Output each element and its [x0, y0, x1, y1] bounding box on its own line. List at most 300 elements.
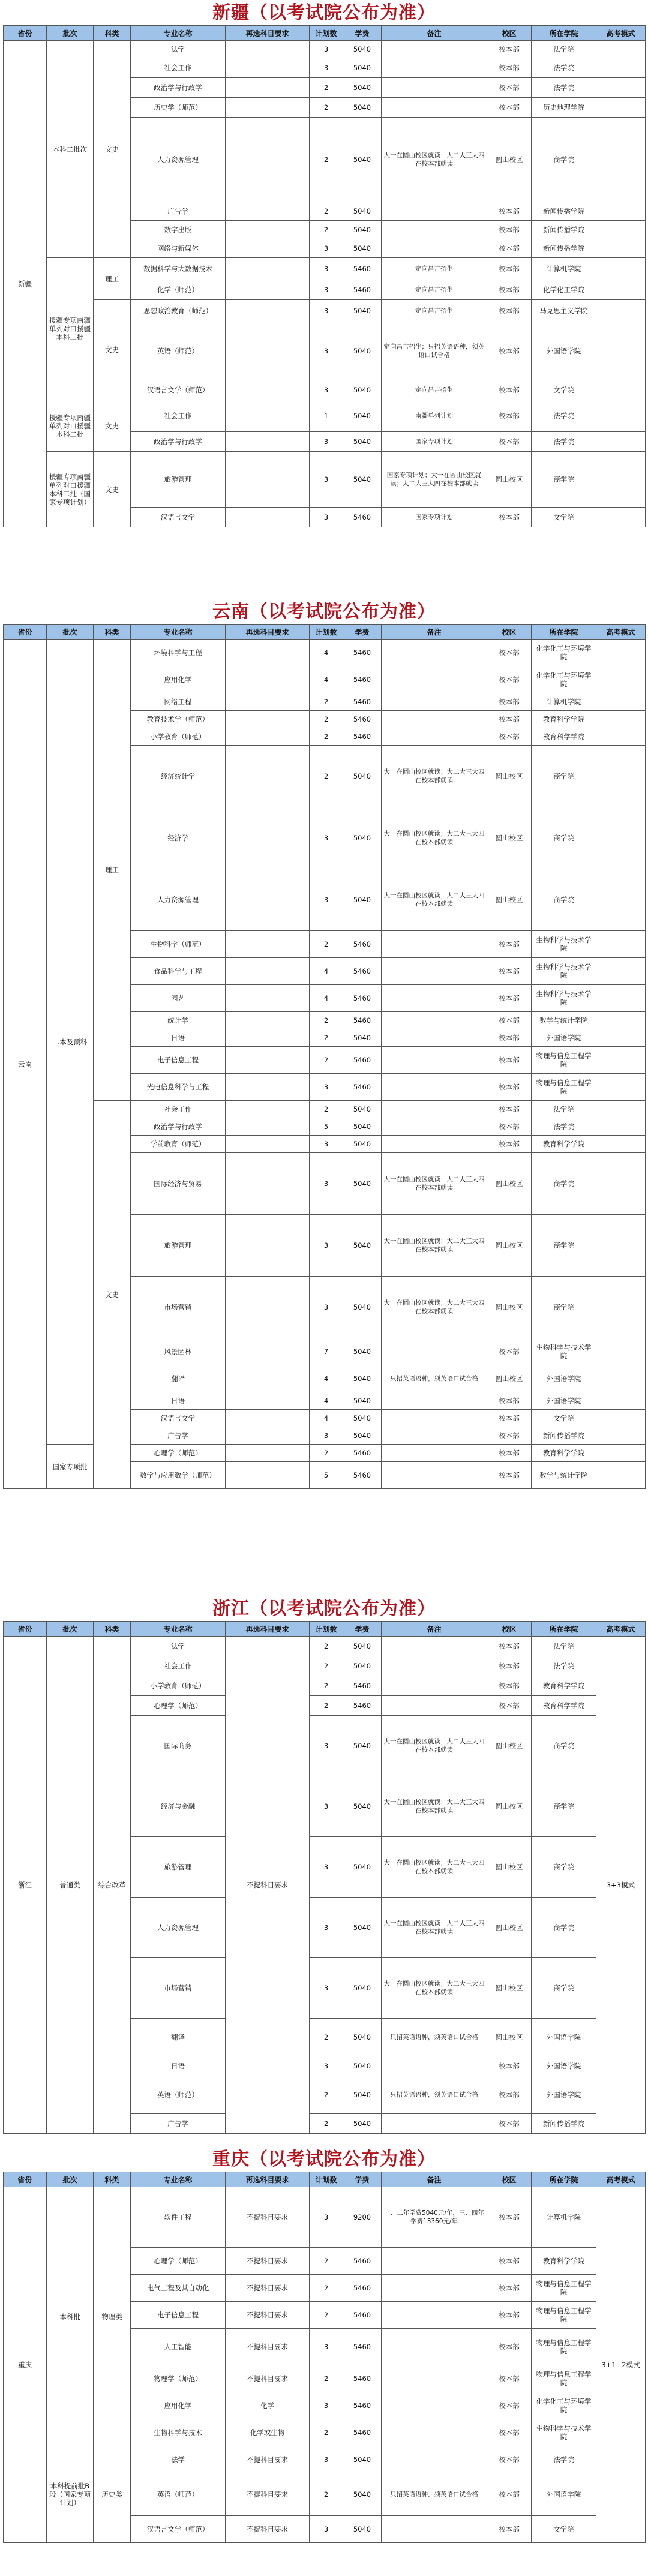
table-row: [4, 452, 646, 508]
cell-plan: 2: [310, 2419, 343, 2446]
cell-college: 法学院: [532, 432, 596, 452]
cell-note: 定向昌吉招生: [382, 258, 487, 280]
cell-plan: 2: [310, 2019, 343, 2056]
cell-plan: 2: [310, 693, 343, 711]
table-zhejiang: [3, 1621, 646, 2134]
cell-major: 经济学: [131, 807, 226, 869]
cell-mode: [596, 380, 646, 400]
cell-req: [226, 1445, 310, 1462]
cell-fee: 5040: [343, 2056, 382, 2076]
cell-note: [382, 2365, 487, 2392]
cell-req: [226, 322, 310, 380]
cell-plan: 3: [310, 1074, 343, 1101]
cell-note: [382, 98, 487, 118]
cell-plan: 2: [310, 728, 343, 746]
cell-plan: 2: [310, 1696, 343, 1716]
cell-plan: 2: [310, 1012, 343, 1029]
cell-campus: 校本部: [487, 2392, 532, 2419]
cell-req: [226, 958, 310, 985]
cell-note: [382, 1445, 487, 1462]
column-header-note: 备注: [382, 625, 487, 640]
cell-college: 文学院: [532, 1410, 596, 1427]
cell-batch: 普通类: [47, 1637, 94, 2134]
column-header-fee: 学费: [343, 2172, 382, 2187]
cell-college: 教育科学学院: [532, 2248, 596, 2275]
cell-major: 旅游管理: [131, 1215, 226, 1277]
cell-req: [226, 985, 310, 1012]
cell-mode: [596, 322, 646, 380]
cell-req: [226, 239, 310, 258]
cell-plan: 4: [310, 1365, 343, 1392]
cell-campus: 圆山校区: [487, 1365, 532, 1392]
cell-campus: 校本部: [487, 958, 532, 985]
cell-plan: 3: [310, 1136, 343, 1153]
cell-college: 外国语学院: [532, 2076, 596, 2114]
cell-mode: [596, 958, 646, 985]
cell-major: 电子信息工程: [131, 2302, 226, 2329]
cell-req: [226, 432, 310, 452]
cell-req: [226, 869, 310, 931]
cell-major: 人力资源管理: [131, 118, 226, 202]
cell-plan: 2: [310, 118, 343, 202]
table-chongqing: [3, 2172, 646, 2543]
cell-college: 文学院: [532, 380, 596, 400]
cell-note: 大一在圆山校区就读；大二大三大四在校本部就读: [382, 1898, 487, 1958]
cell-batch: 本科二批次: [47, 41, 94, 258]
cell-plan: 3: [310, 58, 343, 78]
cell-campus: 圆山校区: [487, 869, 532, 931]
cell-req: [226, 1074, 310, 1101]
cell-req: [226, 280, 310, 300]
cell-campus: 圆山校区: [487, 1716, 532, 1776]
cell-major: 市场营销: [131, 1958, 226, 2019]
cell-req: 不提科目要求: [226, 2516, 310, 2543]
column-header-fee: 学费: [343, 625, 382, 640]
cell-college: 新闻传播学院: [532, 2114, 596, 2134]
cell-req: [226, 258, 310, 280]
cell-fee: 5040: [343, 1338, 382, 1365]
cell-note: 国家专项计划；大一在圆山校区就读；大二大三大四在校本部就读: [382, 452, 487, 508]
cell-mode: [596, 118, 646, 202]
cell-major: 数据科学与大数据技术: [131, 258, 226, 280]
cell-plan: 3: [310, 41, 343, 58]
cell-fee: 5040: [343, 1136, 382, 1153]
cell-fee: 5040: [343, 869, 382, 931]
cell-college: 商学院: [532, 807, 596, 869]
cell-mode: [596, 985, 646, 1012]
cell-fee: 5040: [343, 1029, 382, 1047]
cell-req: [226, 1029, 310, 1047]
cell-fee: 5040: [343, 41, 382, 58]
cell-req: [226, 1410, 310, 1427]
cell-campus: 圆山校区: [487, 746, 532, 807]
cell-fee: 5040: [343, 1365, 382, 1392]
cell-note: [382, 1047, 487, 1074]
cell-plan: 3: [310, 1898, 343, 1958]
cell-college: 物理与信息工程学院: [532, 2302, 596, 2329]
cell-note: 大一在圆山校区就读；大二大三大四在校本部就读: [382, 1277, 487, 1338]
cell-mode: [596, 1153, 646, 1215]
cell-plan: 3: [310, 2329, 343, 2365]
column-header-mode: 高考模式: [596, 26, 646, 41]
cell-fee: 5460: [343, 2329, 382, 2365]
cell-fee: 5040: [343, 118, 382, 202]
cell-req: [226, 41, 310, 58]
cell-mode: [596, 280, 646, 300]
cell-college: 外国语学院: [532, 2019, 596, 2056]
cell-plan: 2: [310, 1047, 343, 1074]
cell-mode: [596, 202, 646, 221]
cell-mode: [596, 221, 646, 239]
table-row: [4, 41, 646, 58]
cell-major: 化学（师范）: [131, 280, 226, 300]
cell-college: 教育科学学院: [532, 1676, 596, 1696]
cell-major: 翻译: [131, 1365, 226, 1392]
cell-plan: 2: [310, 1445, 343, 1462]
cell-note: [382, 58, 487, 78]
column-header-batch: 批次: [47, 1622, 94, 1637]
cell-fee: 5040: [343, 202, 382, 221]
cell-req: [226, 58, 310, 78]
cell-major: 人力资源管理: [131, 869, 226, 931]
cell-major: 园艺: [131, 985, 226, 1012]
cell-req: [226, 1118, 310, 1136]
cell-fee: 5040: [343, 221, 382, 239]
cell-college: 马克思主义学院: [532, 300, 596, 322]
cell-batch: 国家专项批: [47, 1445, 94, 1489]
cell-campus: 校本部: [487, 1427, 532, 1445]
cell-req: [226, 1338, 310, 1365]
table-row: [4, 300, 646, 322]
column-header-plan: 计划数: [310, 625, 343, 640]
column-header-college: 所在学院: [532, 1622, 596, 1637]
cell-req: [226, 400, 310, 432]
cell-req: 不提科目要求: [226, 2365, 310, 2392]
cell-major: 法学: [131, 41, 226, 58]
cell-mode: [596, 1136, 646, 1153]
cell-fee: 5040: [343, 1215, 382, 1277]
cell-note: [382, 1656, 487, 1676]
table-row: [4, 2187, 646, 2248]
cell-req: [226, 746, 310, 807]
cell-plan: 2: [310, 2302, 343, 2329]
cell-campus: 校本部: [487, 98, 532, 118]
cell-req: [226, 1215, 310, 1277]
table-header-row: [4, 1622, 646, 1637]
cell-plan: 5: [310, 1462, 343, 1489]
cell-mode: 3+3模式: [596, 1637, 646, 2134]
cell-fee: 5460: [343, 958, 382, 985]
cell-plan: 3: [310, 1153, 343, 1215]
cell-req: [226, 1365, 310, 1392]
cell-fee: 5460: [343, 2275, 382, 2302]
cell-major: 小学教育（师范）: [131, 1676, 226, 1696]
cell-college: 生物科学与技术学院: [532, 1338, 596, 1365]
cell-mode: [596, 746, 646, 807]
cell-campus: 校本部: [487, 2248, 532, 2275]
cell-note: [382, 958, 487, 985]
column-header-province: 省份: [4, 625, 47, 640]
cell-campus: 圆山校区: [487, 1215, 532, 1277]
cell-major: 生物科学（师范）: [131, 931, 226, 958]
column-header-college: 所在学院: [532, 26, 596, 41]
cell-college: 外国语学院: [532, 1392, 596, 1410]
cell-plan: 3: [310, 452, 343, 508]
cell-major: 教育技术学（师范）: [131, 711, 226, 728]
cell-req: 不提科目要求: [226, 2329, 310, 2365]
cell-note: [382, 1637, 487, 1656]
cell-college: 商学院: [532, 869, 596, 931]
cell-campus: 校本部: [487, 1074, 532, 1101]
cell-fee: 5460: [343, 1012, 382, 1029]
cell-plan: 3: [310, 1776, 343, 1837]
table-row: [4, 258, 646, 280]
column-header-campus: 校区: [487, 625, 532, 640]
cell-major: 电气工程及其自动化: [131, 2275, 226, 2302]
cell-mode: [596, 1445, 646, 1462]
cell-campus: 校本部: [487, 400, 532, 432]
cell-campus: 校本部: [487, 58, 532, 78]
cell-mode: [596, 1074, 646, 1101]
region-title-xinjiang: 新疆（以考试院公布为准）: [212, 2, 436, 23]
cell-plan: 2: [310, 1101, 343, 1118]
cell-mode: [596, 1118, 646, 1136]
cell-req: 不提科目要求: [226, 2473, 310, 2516]
column-header-mode: 高考模式: [596, 1622, 646, 1637]
table-header-row: [4, 26, 646, 41]
cell-req: [226, 380, 310, 400]
cell-plan: 2: [310, 78, 343, 98]
cell-fee: 5040: [343, 239, 382, 258]
cell-req: [226, 1392, 310, 1410]
cell-college: 法学院: [532, 41, 596, 58]
cell-college: 教育科学学院: [532, 728, 596, 746]
cell-note: [382, 1101, 487, 1118]
cell-college: 教育科学学院: [532, 711, 596, 728]
cell-fee: 5040: [343, 1837, 382, 1898]
cell-campus: 校本部: [487, 1445, 532, 1462]
cell-mode: [596, 41, 646, 58]
cell-plan: 4: [310, 985, 343, 1012]
cell-fee: 5040: [343, 2473, 382, 2516]
cell-note: [382, 2248, 487, 2275]
cell-batch: 二本及预科: [47, 640, 94, 1445]
cell-college: 商学院: [532, 746, 596, 807]
cell-college: 商学院: [532, 1776, 596, 1837]
cell-note: 只招英语语种，须英语口试合格: [382, 2473, 487, 2516]
cell-note: 大一在圆山校区就读；大二大三大四在校本部就读: [382, 1716, 487, 1776]
cell-campus: 校本部: [487, 1136, 532, 1153]
cell-college: 法学院: [532, 400, 596, 432]
cell-campus: 校本部: [487, 2365, 532, 2392]
cell-plan: 4: [310, 1410, 343, 1427]
cell-mode: [596, 1338, 646, 1365]
cell-req: 不提科目要求: [226, 2275, 310, 2302]
cell-note: [382, 41, 487, 58]
cell-note: 南疆单列计划: [382, 400, 487, 432]
cell-major: 思想政治教育（师范）: [131, 300, 226, 322]
cell-note: [382, 78, 487, 98]
cell-note: [382, 2516, 487, 2543]
cell-campus: 校本部: [487, 78, 532, 98]
cell-fee: 5040: [343, 322, 382, 380]
cell-plan: 3: [310, 1837, 343, 1898]
cell-campus: 校本部: [487, 280, 532, 300]
cell-college: 法学院: [532, 2446, 596, 2473]
cell-mode: [596, 1365, 646, 1392]
cell-fee: 5040: [343, 78, 382, 98]
cell-major: 小学教育（师范）: [131, 728, 226, 746]
cell-major: 市场营销: [131, 1277, 226, 1338]
column-header-req: 再选科目要求: [226, 625, 310, 640]
cell-major: 光电信息科学与工程: [131, 1074, 226, 1101]
cell-major: 日语: [131, 1392, 226, 1410]
cell-fee: 5460: [343, 280, 382, 300]
cell-college: 化学化工与环境学院: [532, 666, 596, 693]
cell-note: 大一在圆山校区就读；大二大三大四在校本部就读: [382, 1776, 487, 1837]
cell-note: [382, 711, 487, 728]
cell-college: 物理与信息工程学院: [532, 2275, 596, 2302]
cell-campus: 校本部: [487, 640, 532, 666]
cell-note: [382, 1676, 487, 1696]
cell-campus: 校本部: [487, 41, 532, 58]
cell-campus: 校本部: [487, 711, 532, 728]
cell-college: 法学院: [532, 1101, 596, 1118]
column-header-note: 备注: [382, 2172, 487, 2187]
cell-major: 汉语言文学（师范）: [131, 2516, 226, 2543]
cell-plan: 1: [310, 400, 343, 432]
column-header-campus: 校区: [487, 1622, 532, 1637]
column-header-batch: 批次: [47, 2172, 94, 2187]
cell-note: 定向昌吉招生；只招英语语种，须英语口试合格: [382, 322, 487, 380]
cell-note: [382, 221, 487, 239]
cell-college: 新闻传播学院: [532, 1427, 596, 1445]
column-header-batch: 批次: [47, 625, 94, 640]
cell-fee: 5040: [343, 2446, 382, 2473]
cell-college: 物理与信息工程学院: [532, 2365, 596, 2392]
cell-major: 经济与金融: [131, 1776, 226, 1837]
cell-plan: 2: [310, 98, 343, 118]
cell-major: 经济统计学: [131, 746, 226, 807]
column-header-major: 专业名称: [131, 1622, 226, 1637]
cell-note: [382, 1012, 487, 1029]
cell-college: 外国语学院: [532, 2473, 596, 2516]
cell-mode: [596, 98, 646, 118]
cell-req: [226, 1153, 310, 1215]
cell-major: 心理学（师范）: [131, 1445, 226, 1462]
cell-fee: 5040: [343, 98, 382, 118]
cell-college: 商学院: [532, 1215, 596, 1277]
cell-req: 不提科目要求: [226, 2302, 310, 2329]
cell-major: 政治学与行政学: [131, 1118, 226, 1136]
cell-req: [226, 78, 310, 98]
cell-major: 法学: [131, 1637, 226, 1656]
cell-req: [226, 1012, 310, 1029]
cell-major: 社会工作: [131, 1656, 226, 1676]
cell-cat: 理工: [94, 258, 131, 300]
cell-campus: 圆山校区: [487, 1898, 532, 1958]
cell-req: [226, 118, 310, 202]
cell-plan: 3: [310, 300, 343, 322]
table-row: [4, 400, 646, 432]
cell-fee: 5040: [343, 1153, 382, 1215]
cell-fee: 5460: [343, 2365, 382, 2392]
cell-campus: 圆山校区: [487, 1958, 532, 2019]
cell-mode: [596, 239, 646, 258]
cell-plan: 2: [310, 746, 343, 807]
cell-fee: 5040: [343, 300, 382, 322]
cell-campus: 校本部: [487, 2302, 532, 2329]
cell-campus: 校本部: [487, 300, 532, 322]
cell-campus: 校本部: [487, 2446, 532, 2473]
cell-req: 不提科目要求: [226, 1637, 310, 2134]
table-yunnan: [3, 624, 646, 1489]
cell-note: [382, 1338, 487, 1365]
cell-note: 大一在圆山校区就读；大二大三大四在校本部就读: [382, 1958, 487, 2019]
cell-campus: 校本部: [487, 508, 532, 527]
cell-major: 历史学（师范）: [131, 98, 226, 118]
cell-note: 定向昌吉招生: [382, 300, 487, 322]
cell-cat: 综合改革: [94, 1637, 131, 2134]
cell-fee: 5040: [343, 2516, 382, 2543]
cell-college: 化学化工学院: [532, 280, 596, 300]
cell-req: 不提科目要求: [226, 2248, 310, 2275]
cell-cat: 文史: [94, 300, 131, 400]
cell-campus: 校本部: [487, 239, 532, 258]
cell-note: [382, 666, 487, 693]
cell-cat: 文史: [94, 452, 131, 527]
cell-plan: 3: [310, 508, 343, 527]
cell-province: 重庆: [4, 2187, 47, 2543]
cell-major: 食品科学与工程: [131, 958, 226, 985]
cell-campus: 校本部: [487, 1637, 532, 1656]
cell-note: [382, 239, 487, 258]
cell-campus: 圆山校区: [487, 118, 532, 202]
cell-college: 数学与统计学院: [532, 1012, 596, 1029]
cell-note: 定向昌吉招生: [382, 380, 487, 400]
column-header-batch: 批次: [47, 26, 94, 41]
cell-plan: 3: [310, 2446, 343, 2473]
cell-fee: 5040: [343, 1392, 382, 1410]
cell-plan: 3: [310, 1716, 343, 1776]
cell-req: [226, 1277, 310, 1338]
cell-major: 数字出版: [131, 221, 226, 239]
cell-campus: 校本部: [487, 1338, 532, 1365]
cell-mode: [596, 1427, 646, 1445]
cell-college: 生物科学与技术学院: [532, 985, 596, 1012]
cell-plan: 2: [310, 221, 343, 239]
cell-req: [226, 300, 310, 322]
cell-major: 汉语言文学: [131, 508, 226, 527]
cell-campus: 校本部: [487, 2473, 532, 2516]
cell-fee: 5460: [343, 1445, 382, 1462]
cell-college: 新闻传播学院: [532, 202, 596, 221]
cell-fee: 5460: [343, 508, 382, 527]
cell-plan: 2: [310, 2365, 343, 2392]
cell-mode: [596, 869, 646, 931]
cell-fee: 5040: [343, 2076, 382, 2114]
cell-fee: 5040: [343, 1637, 382, 1656]
cell-fee: 5040: [343, 1716, 382, 1776]
cell-mode: [596, 258, 646, 280]
cell-plan: 5: [310, 1118, 343, 1136]
cell-mode: [596, 807, 646, 869]
cell-major: 社会工作: [131, 58, 226, 78]
cell-college: 教育科学学院: [532, 1696, 596, 1716]
column-header-fee: 学费: [343, 1622, 382, 1637]
cell-campus: 校本部: [487, 693, 532, 711]
cell-major: 环境科学与工程: [131, 640, 226, 666]
